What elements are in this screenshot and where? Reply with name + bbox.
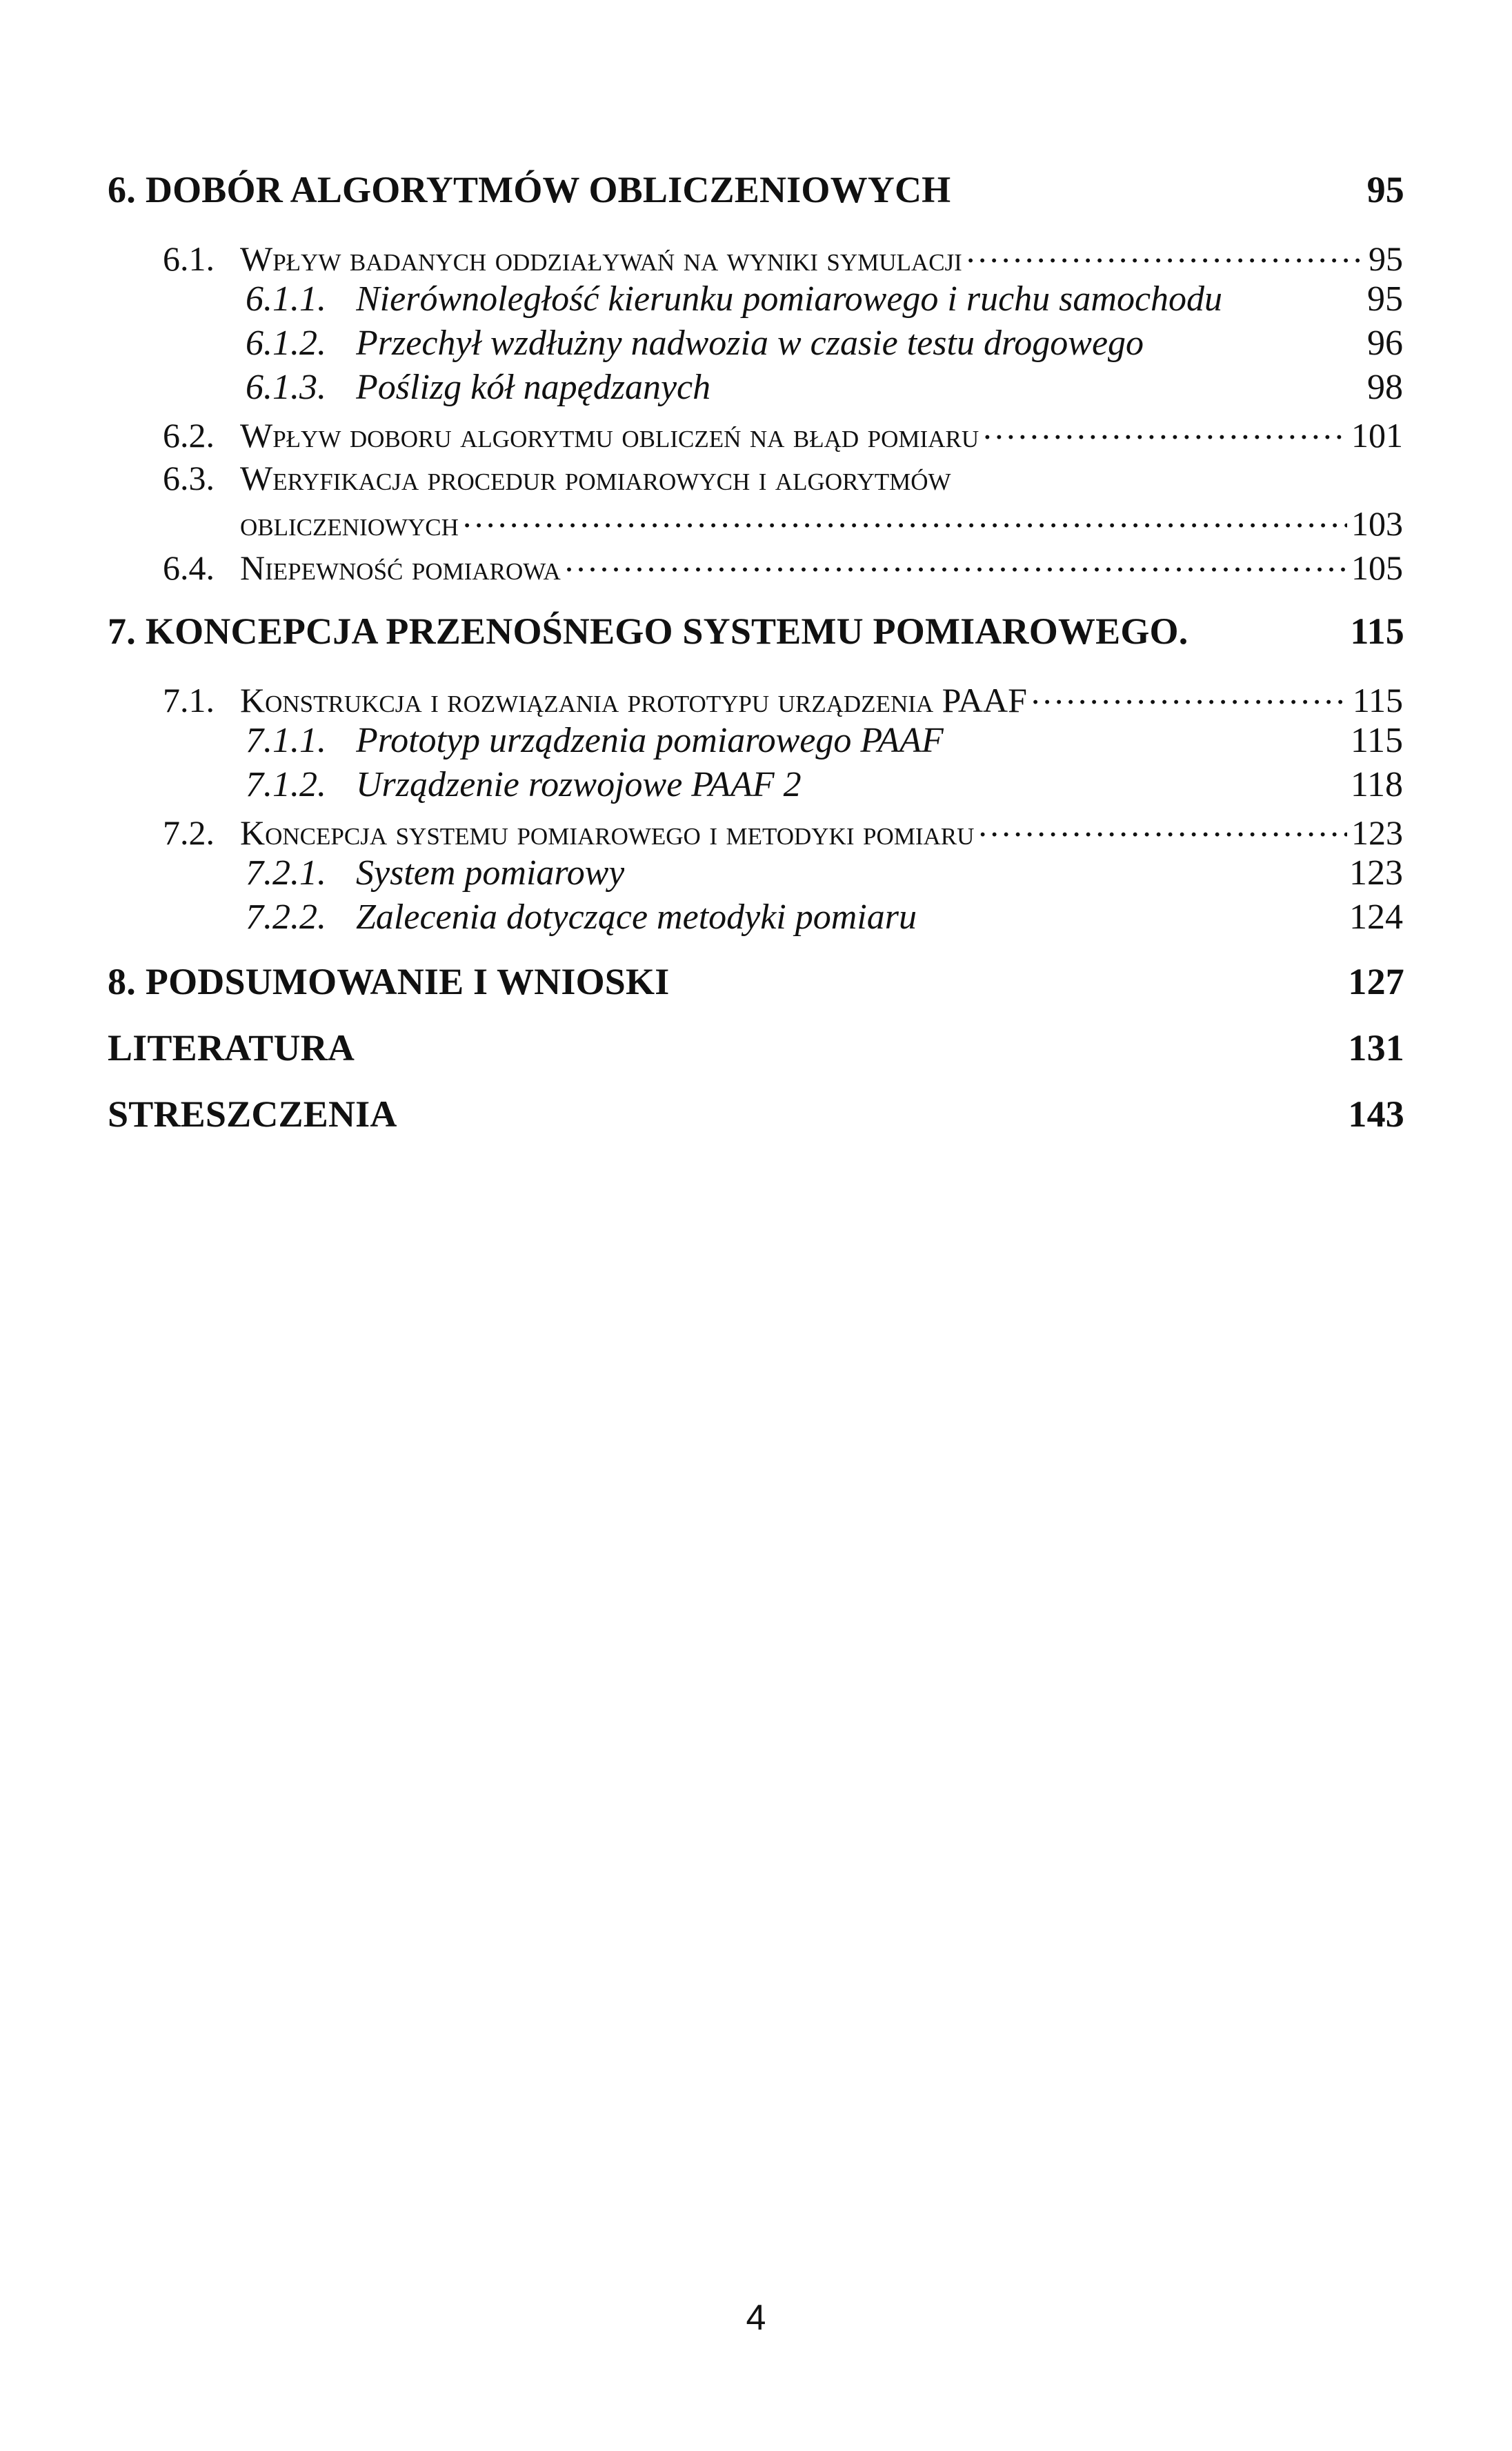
toc-leader	[978, 810, 1347, 844]
toc-page: 124	[1349, 897, 1403, 937]
toc-number: 6.4.	[163, 548, 215, 587]
toc-entry-chapter-7[interactable]	[108, 610, 1404, 653]
toc-number: 7.2.2.	[246, 897, 326, 937]
toc-title-line2: obliczeniowych	[240, 504, 459, 543]
toc-number: 6.1.2.	[246, 324, 326, 363]
toc-number: 7.2.1.	[246, 853, 326, 893]
toc-page: 123	[1349, 853, 1403, 893]
toc-title: KONCEPCJA PRZENOŚNEGO SYSTEMU POMIAROWEGO.	[145, 611, 1188, 652]
toc-leader	[565, 545, 1347, 579]
toc-number: 6.	[108, 169, 136, 210]
toc-title: Zalecenia dotyczące metodyki pomiaru	[356, 897, 917, 937]
toc-entry-literatura[interactable]	[108, 1026, 1404, 1069]
toc-page: 115	[1350, 611, 1404, 652]
toc-number: 7.2.	[163, 813, 215, 852]
toc-page: 101	[1351, 416, 1403, 455]
toc-page: 115	[1352, 681, 1403, 720]
toc-page: 143	[1348, 1093, 1404, 1135]
toc-entry-7-2[interactable]	[163, 810, 1403, 853]
toc-title: DOBÓR ALGORYTMÓW OBLICZENIOWYCH	[145, 169, 951, 210]
toc-entry-7-1-1[interactable]	[246, 720, 1403, 761]
toc-entry-6-1[interactable]	[163, 236, 1403, 279]
toc-leader	[463, 501, 1347, 535]
toc-entry-6-1-1[interactable]	[246, 279, 1403, 319]
toc-entry-7-1[interactable]	[163, 677, 1403, 720]
toc-title: PODSUMOWANIE I WNIOSKI	[145, 961, 670, 1002]
toc-title: Prototyp urządzenia pomiarowego PAAF	[356, 721, 944, 760]
toc-number: 7.1.2.	[246, 765, 326, 804]
toc-number: 7.1.	[163, 681, 215, 720]
toc-page: 95	[1366, 169, 1404, 210]
toc-number: 6.1.3.	[246, 368, 326, 407]
toc-entry-6-1-2[interactable]	[246, 323, 1403, 364]
toc-page: 118	[1350, 765, 1403, 804]
toc-page: 127	[1348, 961, 1404, 1002]
page-number: 4	[746, 2298, 766, 2338]
toc-page: 131	[1348, 1027, 1404, 1069]
toc-entry-6-1-3[interactable]	[246, 367, 1403, 408]
toc-entry-6-3-continuation[interactable]	[240, 501, 1403, 544]
toc-title: Nierównoległość kierunku pomiarowego i ruchu samochodu	[356, 279, 1223, 319]
toc-entry-chapter-8[interactable]	[108, 960, 1404, 1003]
toc-number: 6.1.1.	[246, 279, 326, 319]
toc-number: 8.	[108, 961, 136, 1002]
toc-page: 103	[1351, 504, 1403, 543]
toc-title: Wpływ badanych oddziaływań na wyniki symulacji	[240, 239, 962, 278]
toc-number: 6.3.	[163, 459, 215, 497]
toc-number: 7.	[108, 611, 136, 652]
toc-page: 95	[1367, 279, 1403, 319]
toc-entry-6-2[interactable]	[163, 413, 1403, 455]
toc-leader	[983, 413, 1347, 447]
toc-entry-7-2-1[interactable]	[246, 853, 1403, 893]
toc-page: 96	[1367, 324, 1403, 363]
toc-number: 7.1.1.	[246, 721, 326, 760]
toc-title: Wpływ doboru algorytmu obliczeń na błąd pomiaru	[240, 416, 979, 455]
toc-title: Urządzenie rozwojowe PAAF 2	[356, 765, 802, 804]
toc-title-line1: Weryfikacja procedur pomiarowych i algorytmów	[240, 459, 951, 497]
toc-page: 123	[1351, 813, 1403, 852]
toc-page: 115	[1350, 721, 1403, 760]
toc-page: 98	[1367, 368, 1403, 407]
toc-title: Przechył wzdłużny nadwozia w czasie testu drogowego	[356, 324, 1144, 363]
toc-page: 95	[1369, 239, 1403, 278]
toc-leader	[1031, 677, 1349, 712]
toc-entry-7-1-2[interactable]	[246, 764, 1403, 805]
toc-entry-streszczenia[interactable]	[108, 1093, 1404, 1135]
toc-leader	[966, 236, 1364, 270]
toc-title: Niepewność pomiarowa	[240, 548, 561, 587]
toc-title: LITERATURA	[108, 1027, 355, 1069]
toc-title: Poślizg kół napędzanych	[356, 368, 711, 407]
toc-entry-chapter-6[interactable]	[108, 168, 1404, 211]
toc-entry-7-2-2[interactable]	[246, 897, 1403, 937]
toc-title: Konstrukcja i rozwiązania prototypu urządzenia PAAF	[240, 681, 1027, 720]
toc-title: Koncepcja systemu pomiarowego i metodyki pomiaru	[240, 813, 975, 852]
toc-number: 6.1.	[163, 239, 215, 278]
toc-entry-6-4[interactable]	[163, 545, 1403, 588]
toc-title: STRESZCZENIA	[108, 1093, 397, 1135]
toc-entry-6-3[interactable]	[163, 458, 1403, 498]
toc-title: System pomiarowy	[356, 853, 625, 893]
toc-page: 105	[1351, 548, 1403, 587]
toc-number: 6.2.	[163, 416, 215, 455]
